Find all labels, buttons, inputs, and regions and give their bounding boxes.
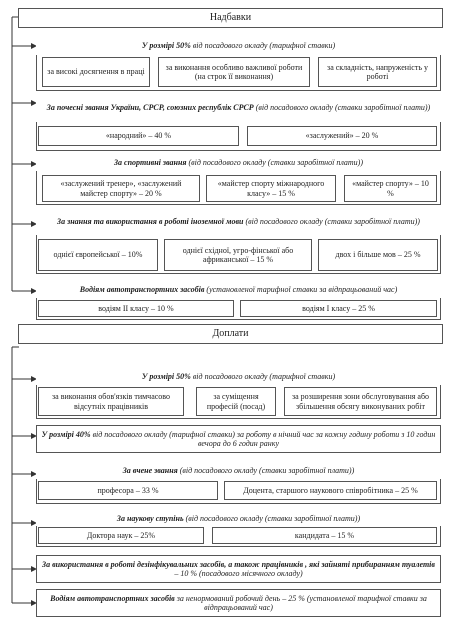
category-item: Доцента, старшого наукового співробітника – 25 % [224, 481, 437, 500]
section-title-nadbavky: Надбавки [18, 8, 443, 28]
category-header: У розмірі 50% від посадового окладу (тарифної ставки) [36, 369, 441, 385]
category-header: У розмірі 50% від посадового окладу (тарифної ставки) [36, 37, 441, 55]
category-item: за суміщення професій (посад) [196, 387, 276, 416]
category-header: Водіям автотранспортних засобів за ненормований робочий день – 25 % (установленої тарифної ставки за відпрацьований час) [36, 589, 441, 617]
category-header: Водіям автотранспортних засобів (установленої тарифної ставки за відпрацьований час) [36, 281, 441, 298]
category-item: двох і більше мов – 25 % [318, 239, 438, 271]
category-item: за розширення зони обслуговування або збільшення обсягу виконуваних робіт [284, 387, 437, 416]
category-header: За використання в роботі дезінфікувальних засобів, а також працівників , які зайняті прибиранням туалетів – 10 % (посадового місячного окладу) [36, 555, 441, 583]
category-item: професора – 33 % [38, 481, 218, 500]
category-item: однієї східної, угро-фінської або африканської – 15 % [164, 239, 312, 271]
category-item: «майстер спорту міжнародного класу» – 15 % [206, 175, 336, 202]
category-item: водіям І класу – 25 % [240, 300, 437, 317]
category-header: За знання та використання в роботі іноземної мови (від посадового окладу (ставки заробітної плати)) [36, 209, 441, 235]
section-title-doplaty: Доплати [18, 324, 443, 344]
category-header: За спортивні звання (від посадового окладу (ставки заробітної плати)) [36, 155, 441, 171]
category-item: однієї європейської – 10% [38, 239, 158, 271]
category-item: «заслужений» – 20 % [247, 126, 437, 146]
category-item: «народний» – 40 % [38, 126, 239, 146]
category-header: За вчене звання (від посадового окладу (ставки заробітної плати)) [36, 463, 441, 479]
category-item: «майстер спорту» – 10 % [344, 175, 437, 202]
category-item: кандидата – 15 % [212, 527, 437, 544]
category-item: Доктора наук – 25% [38, 527, 204, 544]
category-item: водіям ІІ класу – 10 % [38, 300, 234, 317]
category-item: за високі досягнення в праці [42, 57, 150, 87]
category-item: «заслужений тренер», «заслужений майстер спорту» – 20 % [42, 175, 200, 202]
category-header: За наукову ступінь (від посадового окладу (ставки заробітної плати)) [36, 511, 441, 526]
category-header: За почесні звання України, СРСР, союзних республік СРСР (від посадового окладу (ставки заробітної плати)) [36, 94, 441, 122]
category-item: за виконання обов'язків тимчасово відсутніх працівників [38, 387, 184, 416]
category-item: за складність, напруженість у роботі [318, 57, 437, 87]
category-item: за виконання особливо важливої роботи (на строк її виконання) [158, 57, 310, 87]
category-header: У розмірі 40% від посадового окладу (тарифної ставки) за роботу в нічний час за кожну годину роботи з 10 годин вечора до 6 годин ранку [36, 425, 441, 453]
